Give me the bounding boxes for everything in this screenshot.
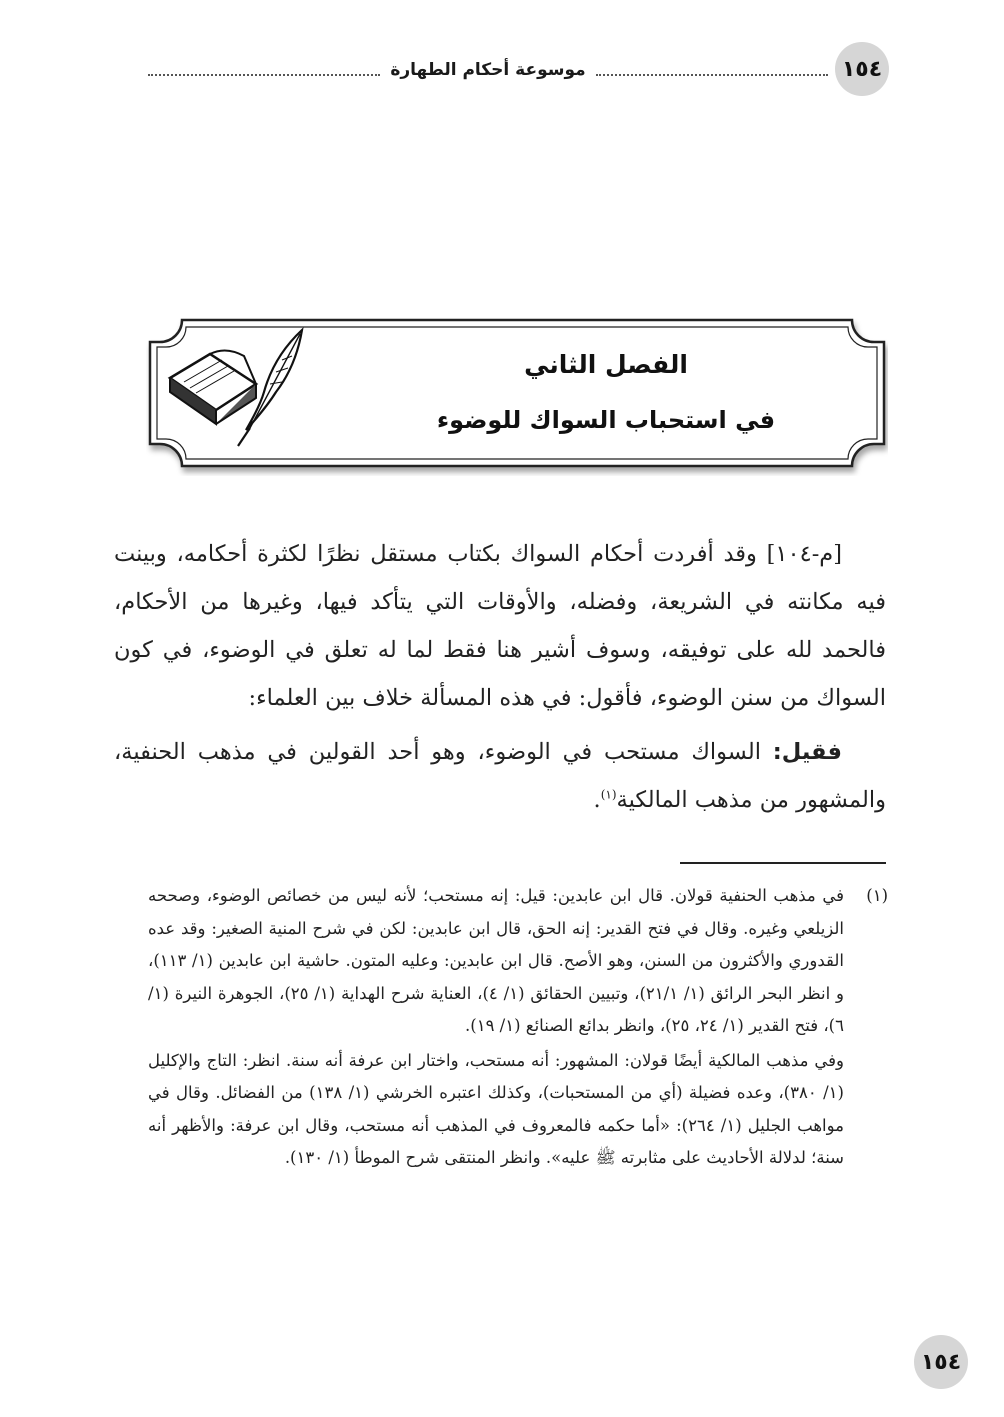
main-text	[114, 530, 886, 830]
footnote-1-continued: وفي مذهب المالكية أيضًا قولان: المشهور: أنه مستحب، واختار ابن عرفة أنه سنة. انظر: التاج والإكليل (١/ ٣٨٠)، وعده فضيلة (أي من المستحبات)، وكذلك اعتبره الخرشي (١/ ١٣٨) من الفضائل. وقال في مواهب الجليل (١/ ٢٦٤): «أما حكمه فالمعروف في المذهب أنه مستحب، وقال ابن عرفة: والأظهر أنه سنة؛ لدلالة الأحاديث على مثابرته ﷺ عليه». وانظر المنتقى شرح الموطأ (١/ ١٣٠).	[148, 1050, 844, 1167]
paragraph-2	[114, 728, 886, 824]
footnote-divider	[680, 862, 886, 864]
chapter-title-frame	[146, 316, 888, 476]
footnote-ref-1[interactable]: (١)	[600, 787, 617, 802]
header-dots-left	[148, 74, 380, 76]
footnote-1	[148, 880, 888, 1043]
page-number-badge-bottom: ١٥٤	[914, 1335, 968, 1389]
paragraph-2-lead: فقيل:	[772, 739, 842, 765]
book-title: موسوعة أحكام الطهارة	[390, 60, 586, 80]
footnotes	[148, 880, 888, 1175]
paragraph-2-end: .	[593, 787, 601, 813]
page-number-badge-top: ١٥٤	[835, 42, 889, 96]
paragraph-1: [م-١٠٤] وقد أفردت أحكام السواك بكتاب مستقل نظرًا لكثرة أحكامه، وبينت فيه مكانته في الشريعة، وفضله، والأوقات التي يتأكد فيها، وغيرها من الأحكام، فالحمد لله على توفيقه، وسوف أشير هنا فقط لما له تعلق في الوضوء، في كون السواك من سنن الوضوء، فأقول: في هذه المسألة خلاف بين العلماء:	[114, 541, 886, 711]
footnote-marker: (١)	[866, 886, 888, 905]
book-quill-icon	[164, 326, 314, 451]
chapter-subtitle: في استحباب السواك للوضوء	[436, 406, 776, 434]
running-header	[148, 56, 828, 84]
header-dots-right	[596, 74, 828, 76]
footnote-1-text: في مذهب الحنفية قولان. قال ابن عابدين: قيل: إنه مستحب؛ لأنه ليس من خصائص الوضوء، وصححه الزيلعي وغيره. وقال في فتح القدير: إنه الحق، قال ابن عابدين: لكن في شرح المنية الصغير: وقد عده القدوري والأكثرون من السنن، وهو الأصح. قال ابن عابدين: وعليه المتون. حاشية ابن عابدين (١/ ١١٣)، و انظر البحر الرائق (١/ ٢١/١)، وتبيين الحقائق (١/ ٤)، العناية شرح الهداية (١/ ٢٥)، الجوهرة النيرة (١/ ٦)، فتح القدير (١/ ٢٤، ٢٥)، وانظر بدائع الصنائع (١/ ١٩).	[148, 886, 844, 1035]
chapter-title: الفصل الثاني	[524, 350, 688, 379]
paragraph-2-text: السواك مستحب في الوضوء، وهو أحد القولين في مذهب الحنفية، والمشهور من مذهب المالكية	[114, 739, 886, 813]
